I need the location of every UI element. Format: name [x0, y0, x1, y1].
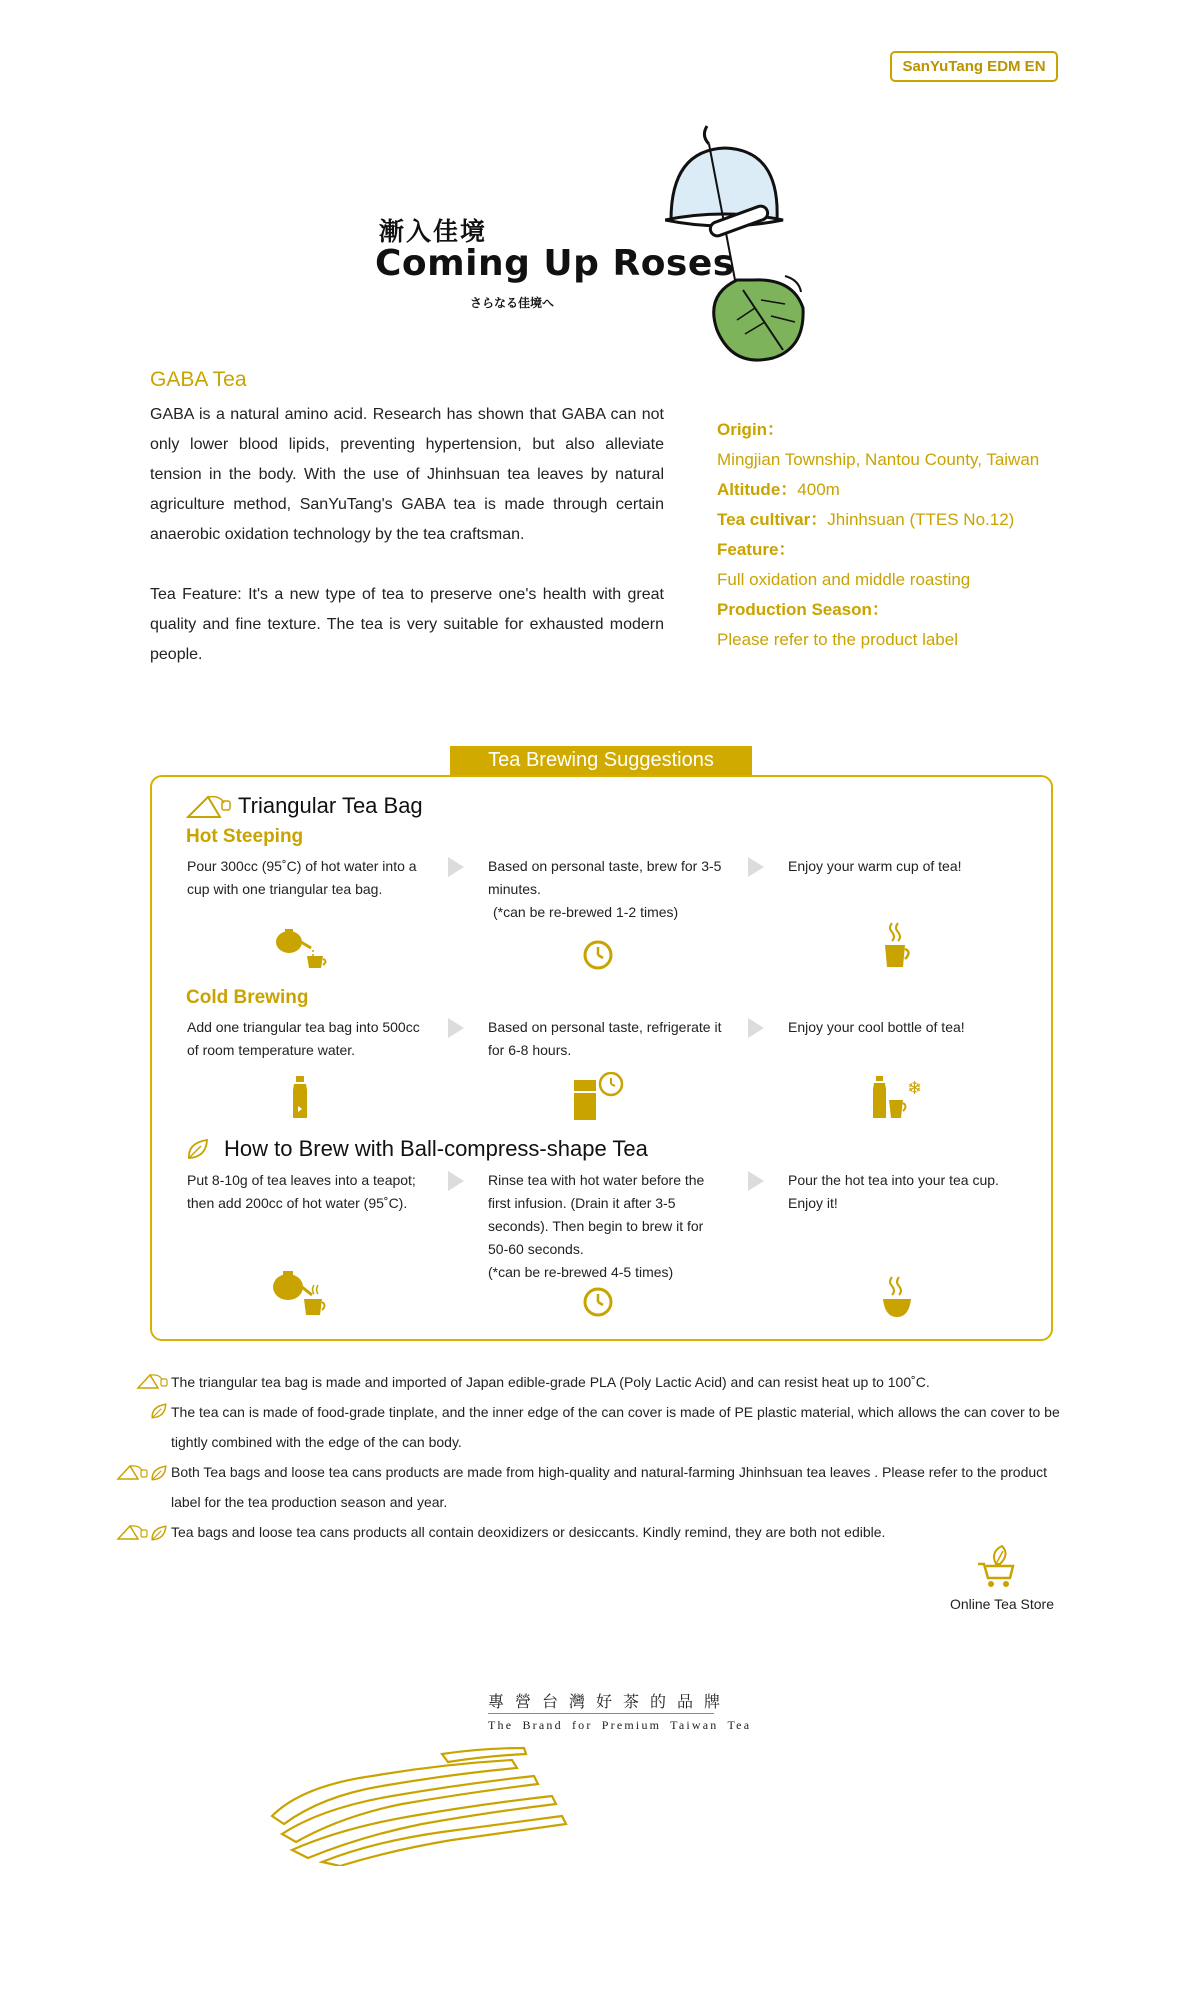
step-arrow-icon: [448, 1171, 464, 1191]
note-item: Both Tea bags and loose tea cans products are made from high-quality and natural-farming Jhinhsuan tea leaves . Please refer to the product label for the tea production season and year.: [171, 1464, 1048, 1510]
cold-step-3: Enjoy your cool bottle of tea!: [788, 1019, 965, 1035]
refrigerator-icon: [573, 1072, 625, 1120]
tea-bag-icon: [116, 1523, 150, 1543]
tea-bag-icon: [116, 1463, 150, 1483]
feature-value: Full oxidation and middle roasting: [717, 570, 971, 589]
step-arrow-icon: [448, 1018, 464, 1038]
timer-icon: [582, 939, 614, 971]
altitude-value: 400m: [797, 480, 840, 499]
brand-slogan-cn: 專營台灣好茶的品牌: [488, 1692, 732, 1711]
ball-step-2: [488, 1169, 723, 1284]
tea-leaf-icon: [150, 1402, 168, 1420]
bottle-icon: [290, 1076, 310, 1120]
hot-cup-icon: [883, 921, 913, 971]
tea-cup-icon: [881, 1275, 913, 1319]
teapot-pour-icon: [273, 928, 328, 970]
wind-chime-illustration: [665, 120, 840, 370]
origin-value: Mingjian Township, Nantou County, Taiwan: [717, 450, 1040, 469]
edm-tag: SanYuTang EDM EN: [890, 51, 1058, 82]
tea-bag-icon: [136, 1372, 170, 1392]
ball-tea-title: How to Brew with Ball-compress-shape Tea: [224, 1136, 648, 1161]
hot-step-3: Enjoy your warm cup of tea!: [788, 858, 962, 874]
tea-description: [150, 400, 664, 670]
tea-leaf-icon: [186, 1137, 210, 1161]
tea-leaf-icon: [150, 1464, 168, 1482]
cold-step-1: Add one triangular tea bag into 500cc of room temperature water.: [187, 1019, 420, 1058]
cold-bottle-icon: [871, 1076, 923, 1120]
ball-step-2-text: Rinse tea with hot water before the first infusion. (Drain it after 3-5 seconds). Then begin to brew it for 50-60 seconds.: [488, 1172, 705, 1257]
altitude-label: Altitude：: [717, 480, 798, 499]
brand-logo-waves: [262, 1746, 622, 1866]
origin-label: Origin：: [717, 420, 785, 439]
hero-title-en: Coming Up Roses: [375, 243, 735, 284]
hot-step-1: Pour 300cc (95˚C) of hot water into a cup with one triangular tea bag.: [187, 858, 417, 897]
svg-text:❄: ❄: [907, 1078, 923, 1099]
step-arrow-icon: [748, 857, 764, 877]
timer-icon: [582, 1286, 614, 1318]
cold-brewing-title: Cold Brewing: [186, 987, 309, 1008]
note-item: The triangular tea bag is made and imported of Japan edible-grade PLA (Poly Lactic Acid) and can resist heat up to 100˚C.: [171, 1374, 930, 1390]
note-item: Tea bags and loose tea cans products all contain deoxidizers or desiccants. Kindly remind, they are both not edible.: [171, 1524, 886, 1540]
hot-steeping-title: Hot Steeping: [186, 826, 304, 847]
teapot-brew-icon: [270, 1267, 330, 1317]
brand-slogan-en: The Brand for Premium Taiwan Tea: [488, 1718, 752, 1732]
description-paragraph: GABA is a natural amino acid. Research has shown that GABA can not only lower blood lipids, preventing hypertension, but also alleviate tension in the body. With the use of Jhinhsuan tea leaves by natural agriculture method, SanYuTang's GABA tea is made through certain anaerobic oxidation technology by the tea craftsman.: [150, 406, 664, 543]
online-store-link[interactable]: Online Tea Store: [949, 1596, 1054, 1612]
step-arrow-icon: [748, 1171, 764, 1191]
cold-step-2: Based on personal taste, refrigerate it for 6-8 hours.: [488, 1019, 722, 1058]
tea-leaf-icon: [150, 1524, 168, 1542]
season-value: Please refer to the product label: [717, 630, 958, 649]
cultivar-label: Tea cultivar：: [717, 510, 828, 529]
feature-paragraph: Tea Feature: It's a new type of tea to preserve one's health with great quality and fine texture. The tea is very suitable for exhausted modern people.: [150, 586, 664, 663]
hot-step-2: [488, 855, 723, 924]
step-arrow-icon: [448, 857, 464, 877]
note-item: The tea can is made of food-grade tinplate, and the inner edge of the can cover is made of PE plastic material, which allows the can cover to be tightly combined with the edge of the can body.: [171, 1404, 1060, 1450]
brand-divider: [488, 1713, 714, 1714]
hero-title-cn: 漸入佳境: [379, 217, 488, 246]
hot-step-2-note: (*can be re-brewed 1-2 times): [493, 904, 679, 920]
hot-step-2-text: Based on personal taste, brew for 3-5 minutes.: [488, 858, 722, 897]
ball-step-2-note: (*can be re-brewed 4-5 times): [488, 1264, 674, 1280]
ball-step-3: Pour the hot tea into your tea cup. Enjoy it!: [788, 1172, 999, 1211]
hero-title-jp: さらなる佳境へ: [470, 296, 555, 310]
feature-label: Feature：: [717, 540, 796, 559]
step-arrow-icon: [748, 1018, 764, 1038]
cultivar-value: Jhinhsuan (TTES No.12): [827, 510, 1015, 529]
tea-name-title: GABA Tea: [150, 368, 247, 391]
shopping-cart-icon[interactable]: [976, 1542, 1016, 1590]
tea-bag-title: Triangular Tea Bag: [238, 793, 423, 818]
tea-bag-icon: [186, 793, 232, 821]
season-label: Production Season：: [717, 600, 889, 619]
tea-specs: [717, 415, 1039, 655]
ball-step-1: Put 8-10g of tea leaves into a teapot; then add 200cc of hot water (95˚C).: [187, 1172, 416, 1211]
brewing-title: Tea Brewing Suggestions: [450, 746, 752, 775]
